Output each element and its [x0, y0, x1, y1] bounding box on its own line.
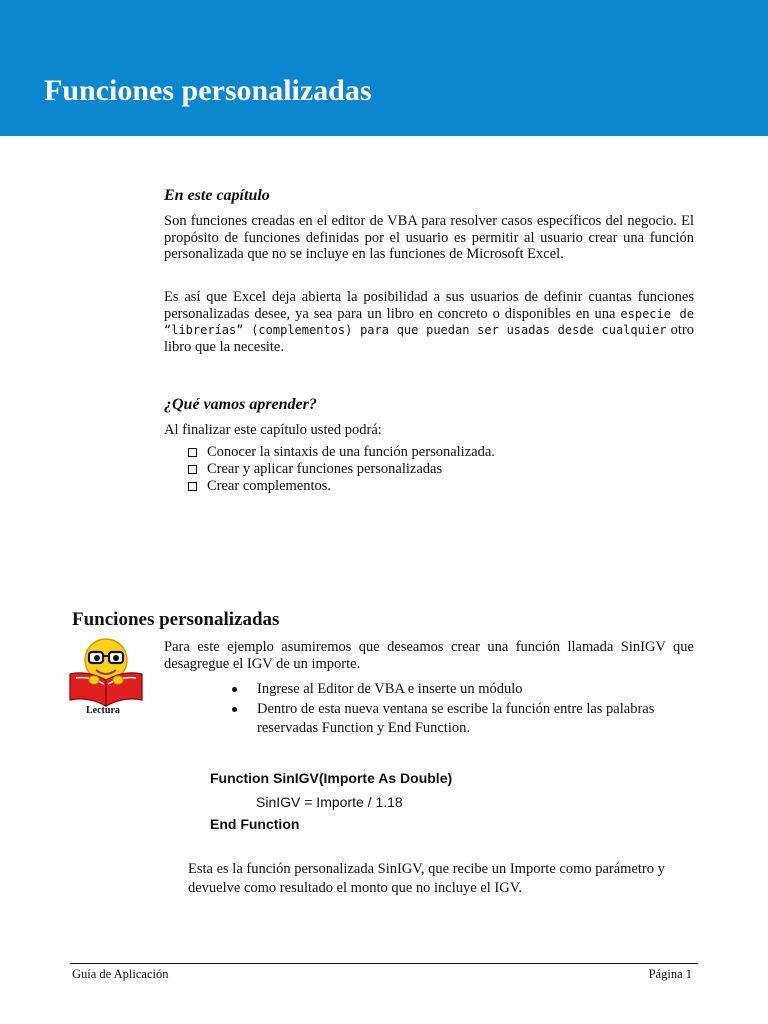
checkbox-icon: [188, 482, 197, 491]
section-paragraph: Para este ejemplo asumiremos que deseamos crear una función llamada SinIGV que desagregue el IGV de un importe.: [164, 639, 694, 672]
code-line-3: End Function: [210, 816, 300, 832]
checkbox-icon: [188, 465, 197, 474]
intro-heading: En este capítulo: [164, 187, 270, 204]
reading-smiley-icon: [64, 636, 148, 708]
conclusion-paragraph: Esta es la función personalizada SinIGV, que recibe un Importe como parámetro y devuelve como resultado el monto que no incluye el IGV.: [188, 861, 665, 896]
footer-left: Guía de Aplicación: [72, 967, 169, 981]
learn-lead: Al finalizar este capítulo usted podrá:: [164, 422, 382, 438]
intro-paragraph-1: Son funciones creadas en el editor de VBA para resolver casos específicos del negocio. El propósito de funciones definidas por el usuario es permitir al usuario crear una función personalizada que no se incluye en las funciones de Microsoft Excel.: [164, 213, 694, 262]
list-item: [188, 444, 495, 461]
learn-checklist: [188, 444, 495, 495]
footer-divider: [70, 963, 698, 964]
code-line-2: SinIGV = Importe / 1.18: [256, 794, 403, 810]
steps-list: [232, 680, 692, 739]
intro-paragraph-2-start: Es así que Excel deja abierta la posibilidad a sus usuarios de definir cuantas funciones personalizadas desee, ya sea para un libro en concreto o disponibles en una: [164, 289, 694, 322]
checkbox-icon: [188, 448, 197, 457]
list-item: [188, 461, 495, 478]
header-banner: [0, 0, 768, 136]
intro-paragraph-2-end: otro libro que la necesite.: [164, 322, 695, 355]
section-title: Funciones personalizadas: [72, 609, 280, 630]
list-item: Ingrese al Editor de VBA e inserte un módulo: [232, 680, 692, 699]
list-item-label: Crear complementos.: [207, 478, 332, 494]
icon-caption: Lectura: [86, 705, 120, 716]
intro-paragraph-2: [164, 289, 694, 355]
intro-paragraph-2-mono: especie de “librerías” (complementos) para que puedan ser usadas desde cualquier: [164, 306, 695, 337]
page-title: Funciones personalizadas: [44, 74, 372, 107]
page-number: Página 1: [648, 967, 692, 981]
learn-heading: ¿Qué vamos aprender?: [164, 396, 317, 413]
list-item: [188, 478, 495, 495]
list-item-label: Crear y aplicar funciones personalizadas: [207, 461, 443, 477]
code-line-1: Function SinIGV(Importe As Double): [210, 770, 453, 786]
list-item-label: Conocer la sintaxis de una función personalizada.: [207, 444, 495, 460]
list-item: Dentro de esta nueva ventana se escribe la función entre las palabras reservadas Function y End Function.: [232, 700, 692, 738]
